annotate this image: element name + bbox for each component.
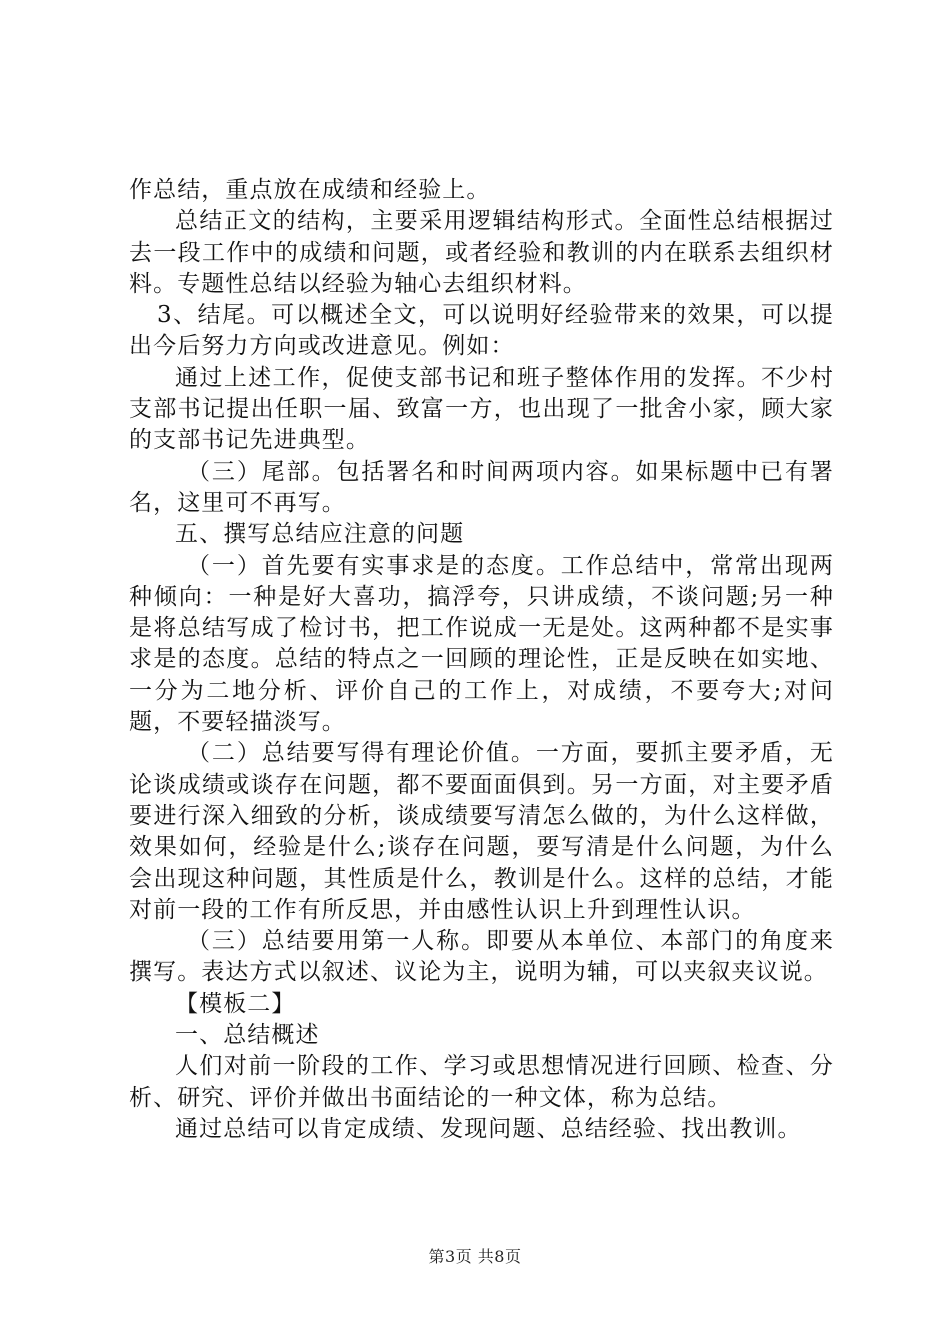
template-heading: 【模板二】 bbox=[175, 990, 296, 1017]
paragraph-point-two: （二）总结要写得有理论价值。一方面，要抓主要矛盾，无论谈成绩或谈存在问题，都不要面面俱到。另一方面，对主要矛盾要进行深入细致的分析，谈成绩要写清怎么做的，为什么这样做，效果如何，经验是什么;谈存在问题，要写清是什么问题，为什么会出现这种问题，其性质是什么，教训是什么。这样的总结，才能对前一段的工作有所反思，并由感性认识上升到理性认识。 bbox=[129, 740, 834, 923]
paragraph-ending: 3、结尾。可以概述全文，可以说明好经验带来的效果，可以提出今后努力方向或改进意见。例如： bbox=[129, 302, 834, 360]
paragraph-example: 通过上述工作，促使支部书记和班子整体作用的发挥。不少村支部书记提出任职一届、致富一方，也出现了一批舍小家，顾大家的支部书记先进典型。 bbox=[129, 364, 834, 454]
paragraph-tail-section: （三）尾部。包括署名和时间两项内容。如果标题中已有署名，这里可不再写。 bbox=[129, 458, 834, 516]
paragraph-continuation: 作总结，重点放在成绩和经验上。 bbox=[129, 177, 491, 203]
paragraph-point-three: （三）总结要用第一人称。即要从本单位、本部门的角度来撰写。表达方式以叙述、议论为主，说明为辅，可以夹叙夹议说。 bbox=[129, 928, 834, 986]
page-footer: 第3页 共8页 bbox=[428, 1247, 522, 1266]
paragraph-purpose: 通过总结可以肯定成绩、发现问题、总结经验、找出教训。 bbox=[175, 1115, 802, 1142]
section-heading-overview: 一、总结概述 bbox=[175, 1022, 320, 1049]
paragraph-structure: 总结正文的结构，主要采用逻辑结构形式。全面性总结根据过去一段工作中的成绩和问题，或者经验和教训的内在联系去组织材料。专题性总结以经验为轴心去组织材料。 bbox=[129, 208, 834, 297]
document-body bbox=[129, 175, 834, 1145]
paragraph-point-one: （一）首先要有实事求是的态度。工作总结中，常常出现两种倾向：一种是好大喜功，搞浮夸，只讲成绩，不谈问题;另一种是将总结写成了检讨书，把工作说成一无是处。这两种都不是实事求是的态度。总结的特点之一回顾的理论性，正是反映在如实地、一分为二地分析、评价自己的工作上，对成绩，不要夸大;对问题，不要轻描淡写。 bbox=[129, 552, 834, 736]
paragraph-definition: 人们对前一阶段的工作、学习或思想情况进行回顾、检查、分析、研究、评价并做出书面结论的一种文体，称为总结。 bbox=[129, 1053, 834, 1111]
section-heading-five: 五、撰写总结应注意的问题 bbox=[175, 521, 465, 548]
